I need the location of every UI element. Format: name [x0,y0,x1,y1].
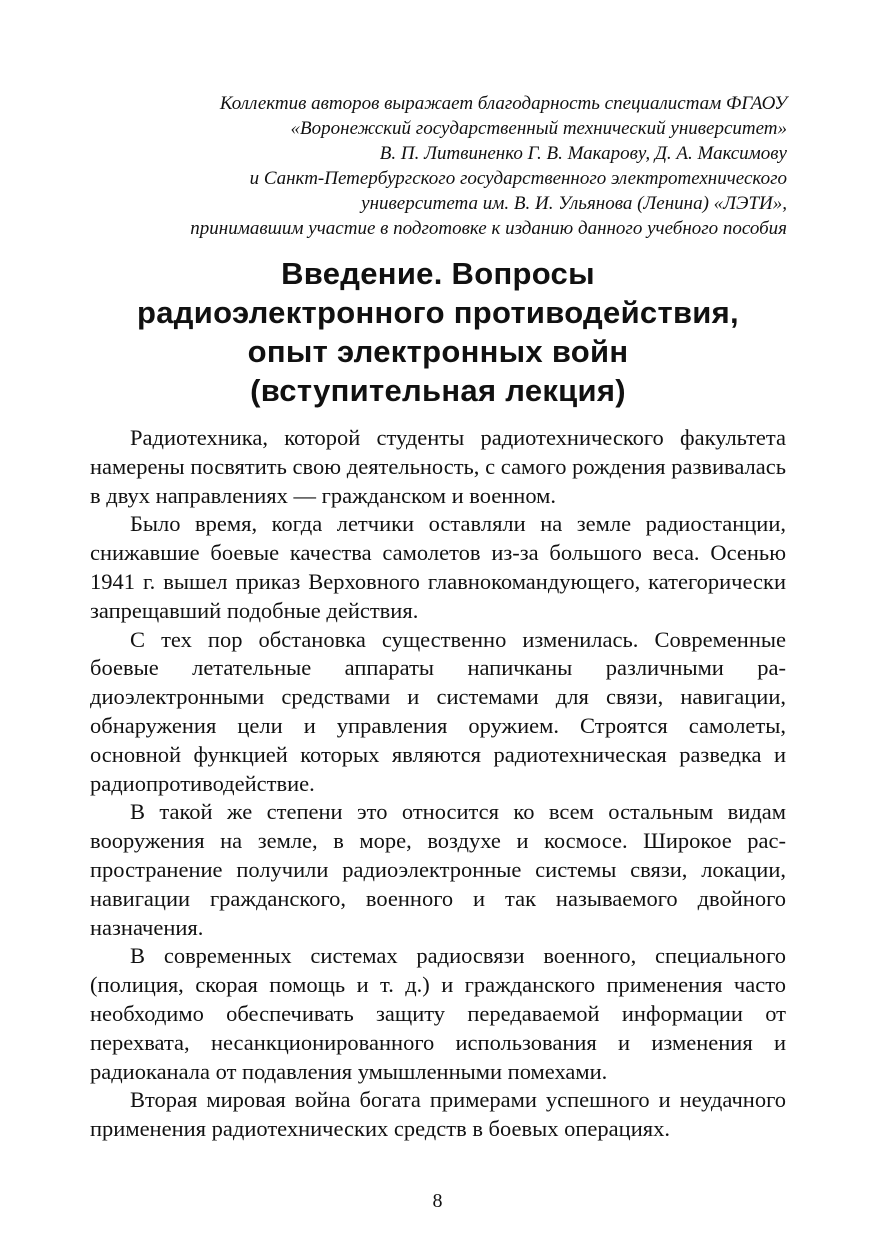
paragraph: В современных системах радиосвязи военного, специального (полиция, скорая помощь и т. д.) и гражданского применения часто необходимо обеспечивать защиту передаваемой информации от перехвата, несанкционированного использования и изменения и радиоканала от подавления умышленными помехами. [90,943,786,1084]
acknowledgment-block [100,91,787,241]
section-title [88,254,788,410]
acknowledgment-line: «Воронежский государственный технический университет» [290,118,787,139]
paragraph: Радиотехника, которой студенты радиотехнического факультета намерены посвятить свою деятельность, с самого рождения развивалась в двух направлениях — гражданском и военном. [90,425,786,508]
acknowledgment-line: В. П. Литвиненко Г. В. Макарову, Д. А. Максимову [379,143,787,164]
acknowledgment-line: Коллектив авторов выражает благодарность специалистам ФГАОУ [219,93,787,114]
section-title-line: Введение. Вопросы [281,256,595,291]
paragraph: В такой же степени это относится ко всем остальным видам вооружения на земле, в море, воздухе и космосе. Широкое распространение получили радиоэлектронные системы связи, локации, навигации гражданского, военного и так называемого двойного назначения. [90,799,786,940]
page-number: 8 [432,1190,443,1212]
acknowledgment-line: принимавшим участие в подготовке к изданию данного учебного пособия [190,218,787,239]
body-text [90,424,786,1144]
acknowledgment-line: и Санкт-Петербургского государственного электротехнического [249,168,787,189]
paragraph: С тех пор обстановка существенно изменилась. Современные боевые летательные аппараты напичканы различными радиоэлектронными средствами и системами для связи, навигации, обнаружения цели и управления оружием. Строятся самолеты, основной функцией которых являются радиотехническая разведка и радиопротиводействие. [90,626,786,796]
acknowledgment-line: университета им. В. И. Ульянова (Ленина) «ЛЭТИ», [361,193,787,214]
paragraph: Вторая мировая война богата примерами успешного и неудачного применения радиотехнических средств в боевых операциях. [90,1087,786,1142]
section-title-line: радиоэлектронного противодействия, [137,295,739,330]
section-title-line: (вступительная лекция) [250,373,626,408]
section-title-line: опыт электронных войн [247,334,629,369]
paragraph: Было время, когда летчики оставляли на земле радиостанции, снижавшие боевые качества самолетов из-за большого веса. Осенью 1941 г. вышел приказ Верховного главнокомандующего, категорически запрещавший подобные действия. [90,511,786,623]
